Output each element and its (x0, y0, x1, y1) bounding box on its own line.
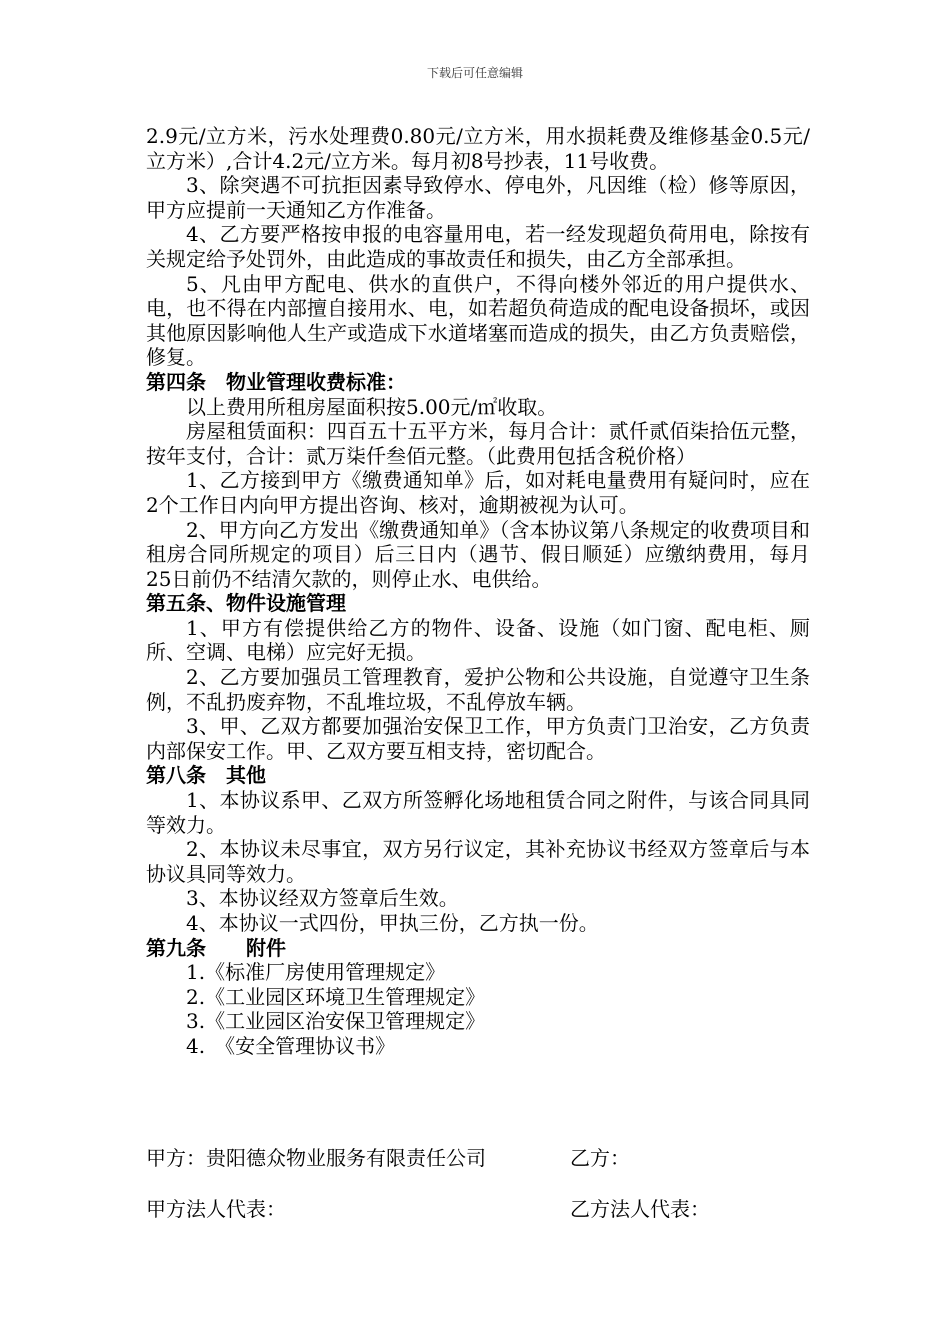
party-a-representative-label: 甲方法人代表： (146, 1197, 286, 1221)
attachment-item: 4. 《安全管理协议书》 (186, 1033, 396, 1058)
paragraph-clause-8-4: 4、本协议一式四份，甲执三份，乙方执一份。 (186, 911, 599, 935)
heading-article-5: 第五条、物件设施管理 (146, 591, 346, 616)
paragraph-clause-3-4: 4、乙方要严格按申报的电容量用电，若一经发现超负荷用电，除按有关规定给予处罚外，由此造成的事故责任和损失，由乙方全部承担。 (146, 222, 810, 271)
attachment-item: 1.《标准厂房使用管理规定》 (186, 960, 446, 985)
paragraph-clause-5-3: 3、甲、乙双方都要加强治安保卫工作，甲方负责门卫治安，乙方负责内部保安工作。甲、乙双方要互相支持，密切配合。 (146, 714, 810, 763)
paragraph-clause-4-2: 2、甲方向乙方发出《缴费通知单》（含本协议第八条规定的收费项目和租房合同所规定的项目）后三日内（遇节、假日顺延）应缴纳费用，每月25日前仍不结清欠款的，则停止水、电供给。 (146, 517, 810, 591)
heading-article-8: 第八条 其他 (146, 763, 266, 788)
paragraph-clause-3-3: 3、除突遇不可抗拒因素导致停水、停电外，凡因维（检）修等原因，甲方应提前一天通知乙方作准备。 (146, 173, 810, 222)
attachment-item: 2.《工业园区环境卫生管理规定》 (186, 984, 486, 1009)
document-body (146, 124, 810, 1059)
heading-article-4: 第四条 物业管理收费标准： (146, 369, 406, 394)
paragraph-clause-8-1: 1、本协议系甲、乙双方所签孵化场地租赁合同之附件，与该合同具同等效力。 (146, 788, 810, 837)
paragraph-clause-5-1: 1、甲方有偿提供给乙方的物件、设备、设施（如门窗、配电柜、厕所、空调、电梯）应完好无损。 (146, 615, 810, 665)
paragraph-clause-5-2: 2、乙方要加强员工管理教育，爱护公物和公共设施，自觉遵守卫生条例，不乱扔废弃物，不乱堆垃圾，不乱停放车辆。 (146, 665, 810, 714)
paragraph-fee-rate: 以上费用所租房屋面积按5.00元/㎡收取。 (186, 394, 558, 419)
page-header: 下载后可任意编辑 (426, 66, 523, 80)
paragraph-clause-4-1: 1、乙方接到甲方《缴费通知单》后，如对耗电量费用有疑问时，应在2个工作日内向甲方提出咨询、核对，逾期被视为认可。 (146, 468, 810, 517)
paragraph-water-fees: 2.9元/立方米，污水处理费0.80元/立方米，用水损耗费及维修基金0.5元/立方米）,合计4.2元/立方米。每月初8号抄表，11号收费。 (146, 124, 810, 173)
party-b-representative-label: 乙方法人代表： (570, 1197, 710, 1221)
party-a-label: 甲方：贵阳德众物业服务有限责任公司 (146, 1146, 486, 1170)
paragraph-lease-area: 房屋租赁面积：四百五十五平方米，每月合计：贰仟贰佰柒拾伍元整，按年支付，合计：贰万柒仟叁佰元整。（此费用包括含税价格） (146, 419, 810, 468)
attachment-item: 3.《工业园区治安保卫管理规定》 (186, 1009, 486, 1034)
paragraph-clause-3-5: 5、凡由甲方配电、供水的直供户，不得向楼外邻近的用户提供水、电，也不得在内部擅自接用水、电，如若超负荷造成的配电设备损坏，或因其他原因影响他人生产或造成下水道堵塞而造成的损失，由乙方负责赔偿，修复。 (146, 271, 810, 370)
party-b-label: 乙方： (570, 1146, 630, 1170)
paragraph-clause-8-3: 3、本协议经双方签章后生效。 (186, 886, 459, 911)
paragraph-clause-8-2: 2、本协议未尽事宜，双方另行议定，其补充协议书经双方签章后与本协议具同等效力。 (146, 837, 810, 886)
heading-article-9: 第九条 附件 (146, 935, 286, 960)
